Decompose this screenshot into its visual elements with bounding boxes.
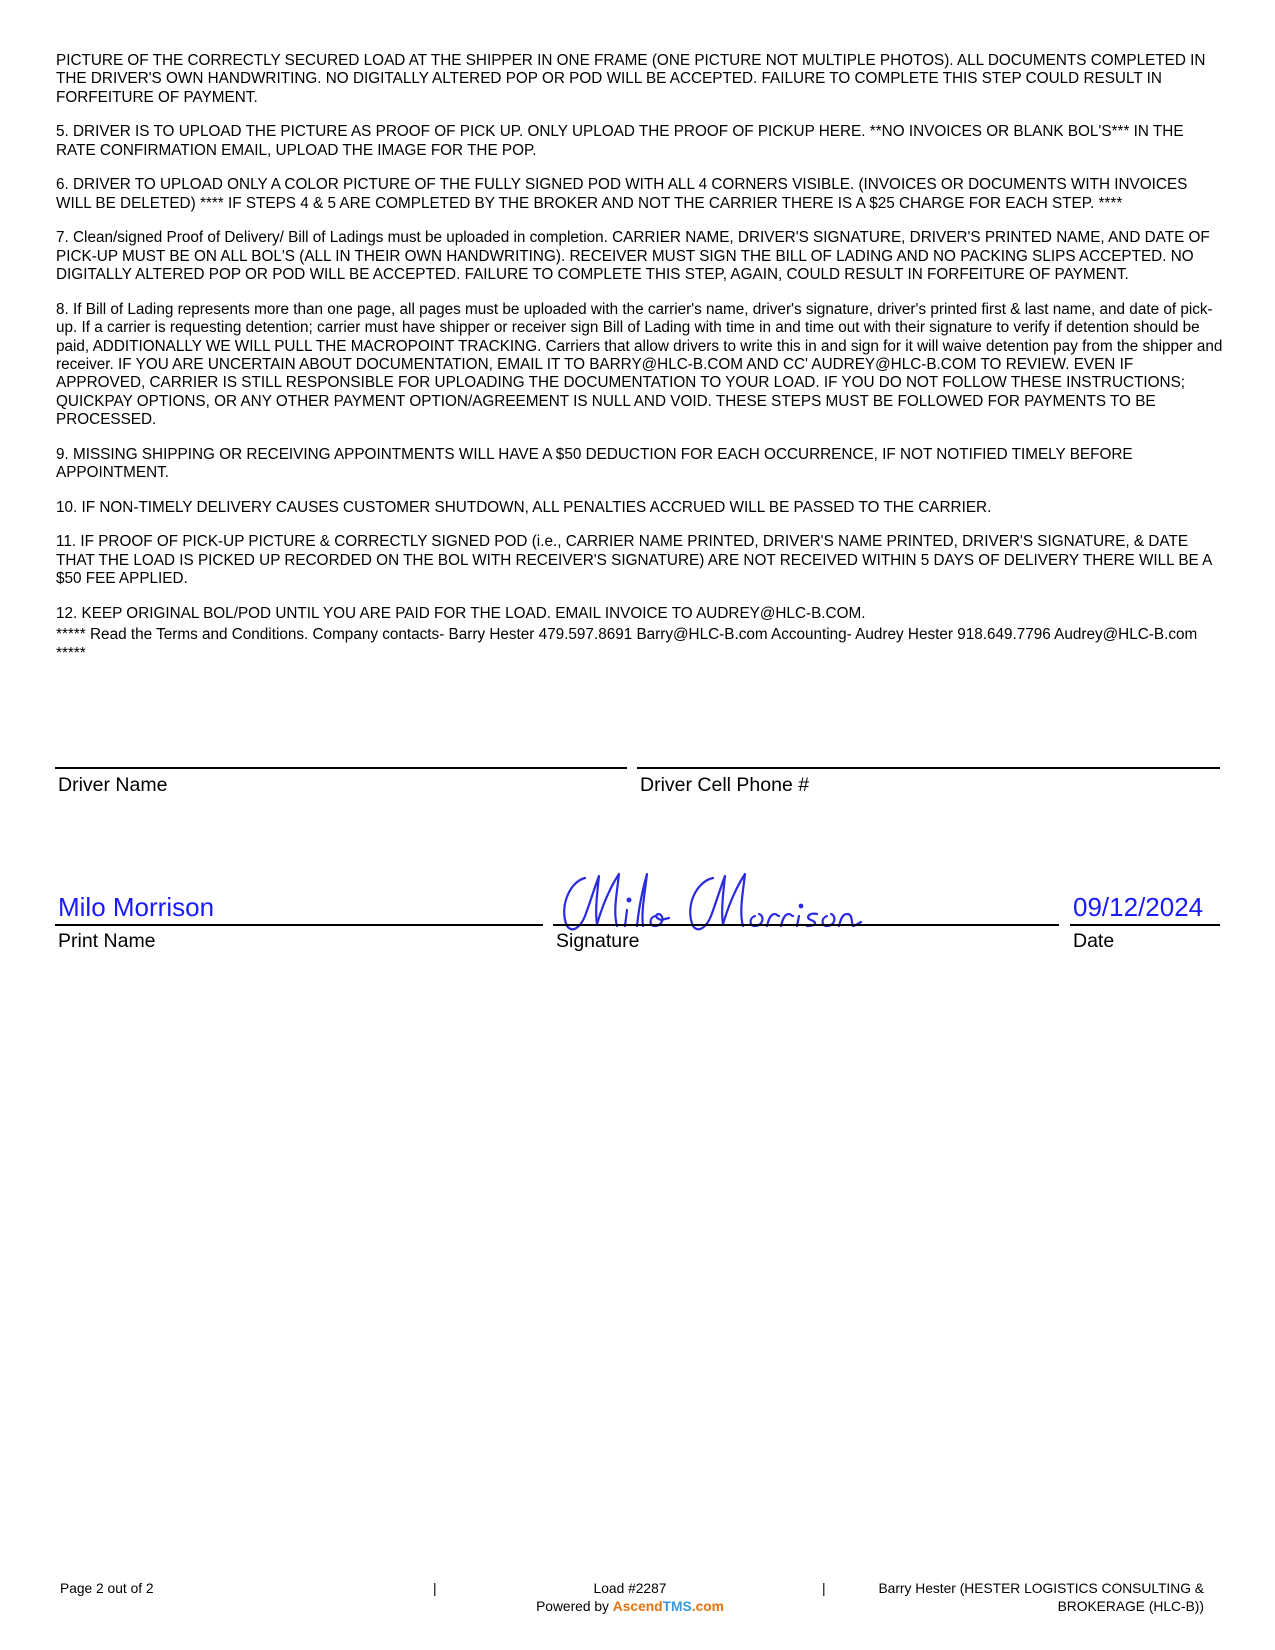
company-info <box>840 1580 1204 1616</box>
print-name-line <box>55 924 543 926</box>
signature-label: Signature <box>556 930 640 952</box>
driver-phone-label: Driver Cell Phone # <box>640 774 810 796</box>
date-line <box>1070 924 1220 926</box>
terms-paragraph: 11. IF PROOF OF PICK-UP PICTURE & CORRECTLY SIGNED POD (i.e., CARRIER NAME PRINTED, DRIVER'S NAME PRINTED, DRIVER'S SIGNATURE, & DATE THAT THE LOAD IS PICKED UP RECORDED ON THE BOL WITH RECEIVER'S SIGNATURE) ARE NOT RECEIVED WITHIN 5 DAYS OF DELIVERY THERE WILL BE A $50 FEE APPLIED. <box>56 533 1212 588</box>
page-number: Page 2 out of 2 <box>60 1581 154 1596</box>
footer-separator: | <box>433 1581 437 1596</box>
terms-paragraph: 9. MISSING SHIPPING OR RECEIVING APPOINTMENTS WILL HAVE A $50 DEDUCTION FOR EACH OCCURRENCE, IF NOT NOTIFIED TIMELY BEFORE APPOINTMENT. <box>56 445 1133 482</box>
footer-center <box>500 1580 760 1616</box>
terms-paragraph: 8. If Bill of Lading represents more than one page, all pages must be uploaded with the carrier's name, driver's signature, driver's printed first & last name, and date of pick-up. If a carrier is requesting detention; carrier must have shipper or receiver sign Bill of Lading with time in and time out with their signature to verify if detention should be paid, ADDITIONALLY WE WILL PULL THE MACROPOINT TRACKING. Carriers that allow drivers to write this in and sign for it will waive detention pay from the shipper and receiver. IF YOU ARE UNCERTAIN ABOUT DOCUMENTATION, EMAIL IT TO BARRY@HLC-B.COM AND CC' AUDREY@HLC-B.COM TO REVIEW. EVEN IF APPROVED, CARRIER IS STILL RESPONSIBLE FOR UPLOADING THE DOCUMENTATION TO YOUR LOAD. IF YOU DO NOT FOLLOW THESE INSTRUCTIONS; QUICKPAY OPTIONS, OR ANY OTHER PAYMENT OPTION/AGREEMENT IS NULL AND VOID. THESE STEPS MUST BE FOLLOWED FOR PAYMENTS TO BE PROCESSED. <box>56 300 1223 429</box>
driver-name-line <box>55 767 627 769</box>
contacts-note: ***** Read the Terms and Conditions. Company contacts- Barry Hester 479.597.8691 Barry@HLC-B.com Accounting- Audrey Hester 918.649.7796 Audrey@HLC-B.com ***** <box>56 626 1198 662</box>
brand-logo-com: .com <box>691 1599 724 1614</box>
terms-paragraph: 12. KEEP ORIGINAL BOL/POD UNTIL YOU ARE PAID FOR THE LOAD. EMAIL INVOICE TO AUDREY@HLC-B.COM. <box>56 604 866 622</box>
driver-name-label: Driver Name <box>58 774 168 796</box>
terms-paragraph: 5. DRIVER IS TO UPLOAD THE PICTURE AS PROOF OF PICK UP. ONLY UPLOAD THE PROOF OF PICKUP HERE. **NO INVOICES OR BLANK BOL'S*** IN THE RATE CONFIRMATION EMAIL, UPLOAD THE IMAGE FOR THE POP. <box>56 123 1184 159</box>
powered-by <box>500 1598 760 1616</box>
company-line: BROKERAGE (HLC-B)) <box>1057 1599 1204 1614</box>
brand-logo-ascend: Ascend <box>612 1599 663 1614</box>
footer-separator: | <box>822 1581 826 1596</box>
date-label: Date <box>1073 930 1115 952</box>
date-value: 09/12/2024 <box>1073 892 1204 922</box>
brand-logo-tms: TMS <box>662 1599 692 1614</box>
print-name-value: Milo Morrison <box>58 892 215 922</box>
terms-section <box>56 52 1224 679</box>
terms-paragraph: 10. IF NON-TIMELY DELIVERY CAUSES CUSTOMER SHUTDOWN, ALL PENALTIES ACCRUED WILL BE PASSED TO THE CARRIER. <box>56 498 992 516</box>
terms-paragraph: PICTURE OF THE CORRECTLY SECURED LOAD AT THE SHIPPER IN ONE FRAME (ONE PICTURE NOT MULTIPLE PHOTOS). ALL DOCUMENTS COMPLETED IN THE DRIVER'S OWN HANDWRITING. NO DIGITALLY ALTERED POP OR POD WILL BE ACCEPTED. FAILURE TO COMPLETE THIS STEP COULD RESULT IN FORFEITURE OF PAYMENT. <box>56 52 1206 106</box>
terms-paragraph: 6. DRIVER TO UPLOAD ONLY A COLOR PICTURE OF THE FULLY SIGNED POD WITH ALL 4 CORNERS VISIBLE. (INVOICES OR DOCUMENTS WITH INVOICES WILL BE DELETED) **** IF STEPS 4 & 5 ARE COMPLETED BY THE BROKER AND NOT THE CARRIER THERE IS A $25 CHARGE FOR EACH STEP. **** <box>56 176 1188 212</box>
driver-phone-line <box>637 767 1220 769</box>
print-name-label: Print Name <box>58 930 156 952</box>
signature-image <box>555 860 935 940</box>
signature-line <box>553 924 1059 926</box>
load-number: Load #2287 <box>593 1581 667 1596</box>
company-line: Barry Hester (HESTER LOGISTICS CONSULTING & <box>878 1581 1204 1596</box>
terms-paragraph: 7. Clean/signed Proof of Delivery/ Bill of Ladings must be uploaded in completion. CARRIER NAME, DRIVER'S SIGNATURE, DRIVER'S PRINTED NAME, AND DATE OF PICK-UP MUST BE ON ALL BOL'S (ALL IN THEIR OWN HANDWRITING). RECEIVER MUST SIGN THE BILL OF LADING AND NO PACKING SLIPS ACCEPTED. NO DIGITALLY ALTERED POP OR POD WILL BE ACCEPTED. FAILURE TO COMPLETE THIS STEP, AGAIN, COULD RESULT IN FORFEITURE OF PAYMENT. <box>56 229 1210 284</box>
powered-by-text: Powered by <box>536 1599 609 1614</box>
